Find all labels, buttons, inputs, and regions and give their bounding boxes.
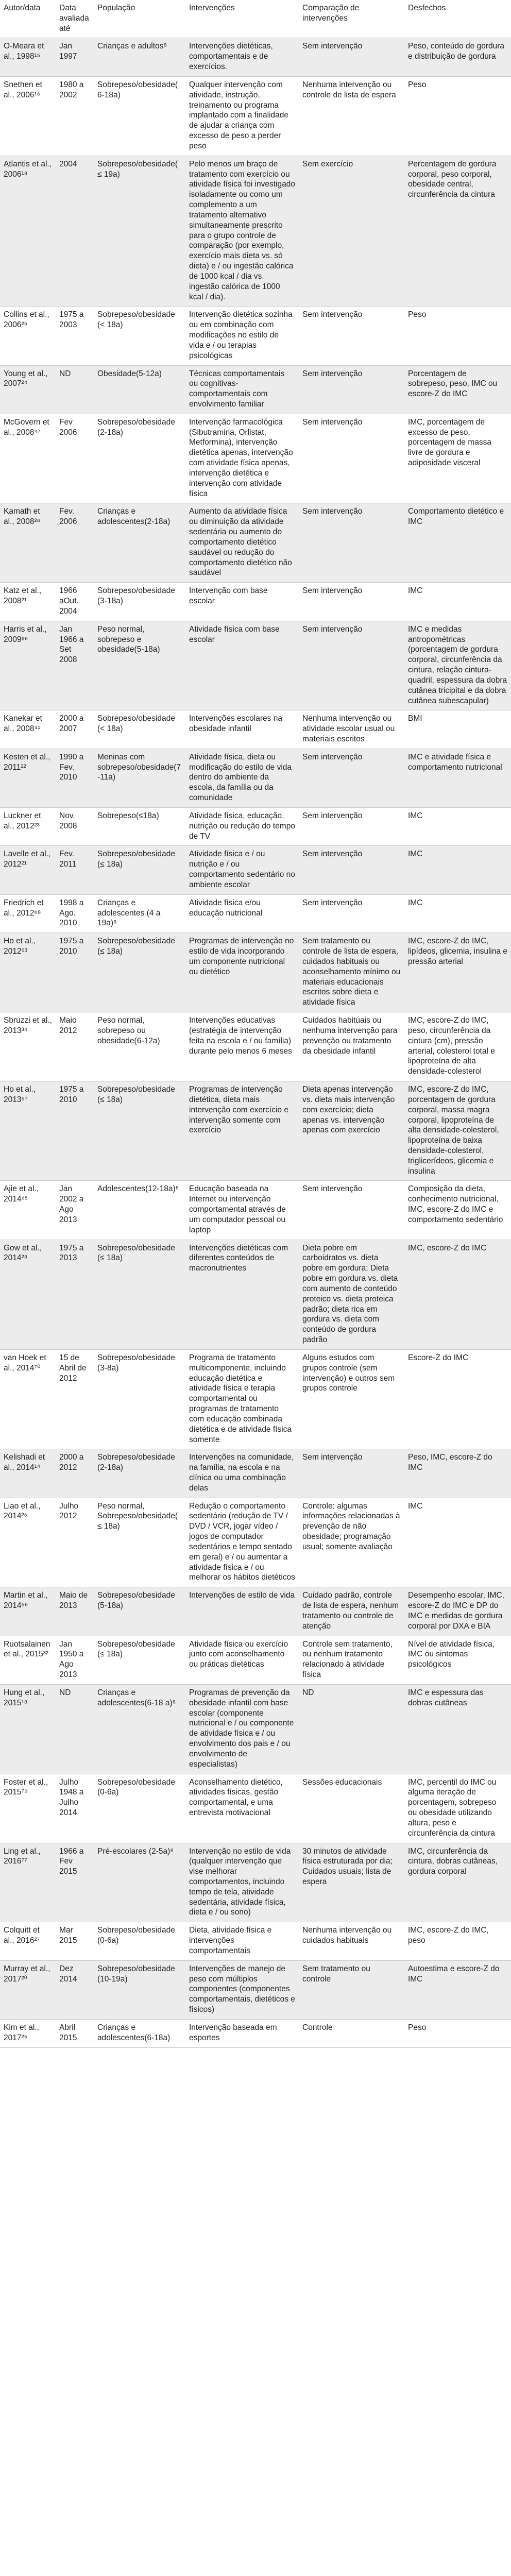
- interventions-cell: Intervenções de manejo de peso com múltiplos componentes (componentes comportamentais, dietéticos e físicos): [185, 1960, 299, 2019]
- comparison-cell: Sem intervenção: [299, 1449, 404, 1498]
- header-row: [0, 0, 511, 38]
- outcomes-cell: IMC, escore-Z do IMC: [404, 1240, 511, 1349]
- population-cell: Sobrepeso/obesidade (5-18a): [94, 1587, 185, 1636]
- table-row: [0, 807, 511, 845]
- date-evaluated-cell: Maio de 2013: [56, 1587, 94, 1636]
- interventions-cell: Pelo menos um braço de tratamento com exercício ou atividade física foi investigado isoladamente ou como um complemento a um tratamento alternativo simultaneamente prescrito para o grupo controle de comparação (por exemplo, exercício mais dieta vs. só dieta) e / ou ingestão calórica de 1000 kcal / dia vs. ingestão calórica de 1000 kcal / dia).: [185, 156, 299, 307]
- author-date-cell: Ho et al., 2013⁵⁷: [0, 1081, 56, 1181]
- outcomes-cell: Peso: [404, 76, 511, 156]
- interventions-cell: Intervenções escolares na obesidade infantil: [185, 710, 299, 749]
- comparison-cell: ND: [299, 1684, 404, 1774]
- comparison-cell: Sem intervenção: [299, 1181, 404, 1240]
- comparison-cell: Controle: algumas informações relacionadas à prevenção de não obesidade; programação usual; somente avaliação: [299, 1498, 404, 1587]
- comparison-cell: Sem tratamento ou controle de lista de espera, cuidados habituais ou aconselhamento mínimo ou materiais educacionais escritos sobre dieta e atividade física: [299, 933, 404, 1012]
- outcomes-cell: Desempenho escolar, IMC, escore-Z do IMC e DP do IMC e medidas de gordura corporal por DXA e BIA: [404, 1587, 511, 1636]
- population-cell: Sobrepeso/obesidade (2-18a): [94, 414, 185, 503]
- author-date-cell: Katz et al., 2008²¹: [0, 583, 56, 621]
- date-evaluated-cell: Abril 2015: [56, 2019, 94, 2047]
- author-date-cell: Snethen et al., 2006¹⁶: [0, 76, 56, 156]
- population-cell: Crianças e adolescentes (4 a 19a)⁸: [94, 894, 185, 933]
- comparison-cell: Sessões educacionais: [299, 1774, 404, 1843]
- outcomes-cell: Peso, conteúdo de gordura e distribuição de gordura: [404, 38, 511, 76]
- outcomes-cell: IMC, escore-Z do IMC, lipídeos, glicemia, insulina e pressão arterial: [404, 933, 511, 1012]
- interventions-cell: Atividade física ou exercício junto com aconselhamento ou práticas dietéticas: [185, 1636, 299, 1684]
- outcomes-cell: IMC, escore-Z do IMC, peso: [404, 1922, 511, 1960]
- comparison-cell: Nenhuma intervenção ou controle de lista de espera: [299, 76, 404, 156]
- comparison-cell: Nenhuma intervenção ou cuidados habituais: [299, 1922, 404, 1960]
- author-date-cell: Kamath et al., 2008²⁶: [0, 503, 56, 583]
- population-cell: Crianças e adolescentes(6-18 a)⁸: [94, 1684, 185, 1774]
- date-evaluated-cell: 15 de Abril de 2012: [56, 1349, 94, 1449]
- date-evaluated-cell: Maio 2012: [56, 1012, 94, 1081]
- comparison-cell: Sem intervenção: [299, 38, 404, 76]
- population-cell: Crianças e adolescentes(6-18a): [94, 2019, 185, 2047]
- comparison-cell: Sem intervenção: [299, 503, 404, 583]
- author-date-cell: Gow et al., 2014²⁸: [0, 1240, 56, 1349]
- outcomes-cell: IMC, escore-Z do IMC, peso, circunferência da cintura (cm), pressão arterial, colesterol total e lipoproteína de alta densidade-colesterol: [404, 1012, 511, 1081]
- date-evaluated-cell: 1966 aOut. 2004: [56, 583, 94, 621]
- outcomes-cell: Nível de atividade física, IMC ou sintomas psicológicos: [404, 1636, 511, 1684]
- population-cell: Sobrepeso/obesidade (≤ 18a): [94, 1636, 185, 1684]
- population-cell: Peso normal, sobrepeso e obesidade(5-18a): [94, 621, 185, 710]
- outcomes-cell: IMC e atividade física e comportamento nutricional: [404, 749, 511, 807]
- table-row: [0, 1587, 511, 1636]
- table-row: [0, 1081, 511, 1181]
- header-date-evaluated: Data avaliada até: [56, 0, 94, 38]
- interventions-cell: Intervenção baseada em esportes: [185, 2019, 299, 2047]
- header-outcomes: Desfechos: [404, 0, 511, 38]
- header-author-date: Autor/data: [0, 0, 56, 38]
- comparison-cell: Sem intervenção: [299, 846, 404, 894]
- comparison-cell: Sem intervenção: [299, 365, 404, 414]
- date-evaluated-cell: 1980 a 2002: [56, 76, 94, 156]
- date-evaluated-cell: Fev 2006: [56, 414, 94, 503]
- table-body: [0, 38, 511, 2047]
- outcomes-cell: IMC, escore-Z do IMC, porcentagem de gordura corporal, massa magra corporal, lipoproteína de alta densidade-colesterol, lipoproteína de baixa densidade-colesterol, triglicerídeos, glicemia e insulina: [404, 1081, 511, 1181]
- table-row: [0, 933, 511, 1012]
- population-cell: Crianças e adolescentes(2-18a): [94, 503, 185, 583]
- population-cell: Sobrepeso/obesidade (10-19a): [94, 1960, 185, 2019]
- interventions-cell: Intervenção farmacológica (Sibutramina, Orlistat, Metformina), intervenção dietética apenas, intervenção com atividade física apenas, intervenção dietética e intervenção com atividade física: [185, 414, 299, 503]
- date-evaluated-cell: 2004: [56, 156, 94, 307]
- author-date-cell: Kelishadi et al., 2014¹⁴: [0, 1449, 56, 1498]
- date-evaluated-cell: Mar 2015: [56, 1922, 94, 1960]
- comparison-cell: Sem intervenção: [299, 583, 404, 621]
- author-date-cell: Murray et al., 2017²⁰: [0, 1960, 56, 2019]
- population-cell: Sobrepeso/obesidade (≤ 18a): [94, 933, 185, 1012]
- table-row: [0, 621, 511, 710]
- population-cell: Meninas com sobrepeso/obesidade(7-11a): [94, 749, 185, 807]
- comparison-cell: Sem intervenção: [299, 307, 404, 365]
- date-evaluated-cell: 2000 a 2007: [56, 710, 94, 749]
- comparison-cell: Dieta pobre em carboidratos vs. dieta pobre em gordura; Dieta pobre em gordura vs. dieta com aumento de conteúdo proteico vs. dieta proteica padrão; dieta rica em gordura vs. dieta com conteúdo de gordura padrão: [299, 1240, 404, 1349]
- interventions-cell: Redução o comportamento sedentário (redução de TV / DVD / VCR, jogar vídeo / jogos de computador sedentários e tempo sentado em geral) e / ou aumentar a atividade física e / ou melhorar os hábitos dietéticos: [185, 1498, 299, 1587]
- author-date-cell: Atlantis et al., 2006¹⁸: [0, 156, 56, 307]
- interventions-cell: Intervenção com base escolar: [185, 583, 299, 621]
- interventions-cell: Aumento da atividade física ou diminuição da atividade sedentária ou aumento do comportamento dietético saudável ou redução do comportamento dietético não saudável: [185, 503, 299, 583]
- table-row: [0, 76, 511, 156]
- interventions-cell: Educação baseada na Internet ou intervenção comportamental através de um computador pessoal ou laptop: [185, 1181, 299, 1240]
- population-cell: Crianças e adultos⁸: [94, 38, 185, 76]
- author-date-cell: Hung et al., 2015¹⁸: [0, 1684, 56, 1774]
- outcomes-cell: Comportamento dietético e IMC: [404, 503, 511, 583]
- comparison-cell: Sem tratamento ou controle: [299, 1960, 404, 2019]
- date-evaluated-cell: Julho 1948 a Julho 2014: [56, 1774, 94, 1843]
- author-date-cell: Ruotsalainen et al., 2015³²: [0, 1636, 56, 1684]
- table-row: [0, 1684, 511, 1774]
- population-cell: Sobrepeso/obesidade(≤ 19a): [94, 156, 185, 307]
- table-row: [0, 2019, 511, 2047]
- interventions-cell: Qualquer intervenção com atividade, instrução, treinamento ou programa implantado com a finalidade de ajudar a criança com excesso de peso a perder peso: [185, 76, 299, 156]
- population-cell: Sobrepeso/obesidade (3-18a): [94, 583, 185, 621]
- comparison-cell: Cuidado padrão, controle de lista de espera, nenhum tratamento ou controle de atenção: [299, 1587, 404, 1636]
- population-cell: Sobrepeso/obesidade (< 18a): [94, 710, 185, 749]
- population-cell: Sobrepeso/obesidade (2-18a): [94, 1449, 185, 1498]
- interventions-cell: Dieta, atividade física e intervenções comportamentais: [185, 1922, 299, 1960]
- header-population: População: [94, 0, 185, 38]
- date-evaluated-cell: Jan 1950 a Ago 2013: [56, 1636, 94, 1684]
- date-evaluated-cell: Jan 1966 a Set 2008: [56, 621, 94, 710]
- table-row: [0, 846, 511, 894]
- population-cell: Sobrepeso/obesidade (0-6a): [94, 1774, 185, 1843]
- outcomes-cell: IMC: [404, 807, 511, 845]
- outcomes-cell: IMC e espessura das dobras cutâneas: [404, 1684, 511, 1774]
- date-evaluated-cell: Jan 1997: [56, 38, 94, 76]
- table-row: [0, 1012, 511, 1081]
- table-row: [0, 710, 511, 749]
- table-row: [0, 1449, 511, 1498]
- outcomes-cell: Peso: [404, 307, 511, 365]
- outcomes-cell: Percentagem de gordura corporal, peso corporal, obesidade central, circunferência da cintura: [404, 156, 511, 307]
- outcomes-cell: IMC e medidas antropométricas (porcentagem de gordura corporal, circunferência da cintura, relação cintura-quadril, espessura da dobra cutânea tricipital e da dobra cutânea subescapular): [404, 621, 511, 710]
- comparison-cell: 30 minutos de atividade física estruturada por dia; Cuidados usuais; lista de espera: [299, 1843, 404, 1922]
- date-evaluated-cell: Fev. 2006: [56, 503, 94, 583]
- outcomes-cell: Composição da dieta, conhecimento nutricional, IMC, escore-Z do IMC e comportamento sedentário: [404, 1181, 511, 1240]
- table-row: [0, 503, 511, 583]
- interventions-cell: Técnicas comportamentais ou cognitivas-comportamentais com envolvimento familiar: [185, 365, 299, 414]
- table-row: [0, 1843, 511, 1922]
- outcomes-cell: Autoestima e escore-Z do IMC: [404, 1960, 511, 2019]
- table-row: [0, 365, 511, 414]
- population-cell: Sobrepeso/obesidade(6-18a): [94, 76, 185, 156]
- outcomes-cell: IMC: [404, 846, 511, 894]
- author-date-cell: Kesten et al., 2011²²: [0, 749, 56, 807]
- author-date-cell: Harris et al., 2009⁶⁶: [0, 621, 56, 710]
- date-evaluated-cell: Julho 2012: [56, 1498, 94, 1587]
- outcomes-cell: IMC: [404, 1498, 511, 1587]
- table-row: [0, 1181, 511, 1240]
- table-row: [0, 38, 511, 76]
- outcomes-cell: Peso, IMC, escore-Z do IMC: [404, 1449, 511, 1498]
- author-date-cell: Kim et al., 2017²⁵: [0, 2019, 56, 2047]
- comparison-cell: Alguns estudos com grupos controle (sem intervenção) e outros sem grupos controle: [299, 1349, 404, 1449]
- population-cell: Sobrepeso/obesidade (≤ 18a): [94, 1081, 185, 1181]
- population-cell: Obesidade(5-12a): [94, 365, 185, 414]
- date-evaluated-cell: 1998 a Ago. 2010: [56, 894, 94, 933]
- comparison-cell: Sem intervenção: [299, 414, 404, 503]
- interventions-cell: Atividade física, dieta ou modificação do estilo de vida dentro do ambiente da escola, da família ou da comunidade: [185, 749, 299, 807]
- table-row: [0, 156, 511, 307]
- table-row: [0, 307, 511, 365]
- comparison-cell: Nenhuma intervenção ou atividade escolar usual ou materiais escritos: [299, 710, 404, 749]
- interventions-cell: Programas de intervenção dietética, dieta mais intervenção com exercício e intervenção somente com exercício: [185, 1081, 299, 1181]
- comparison-cell: Dieta apenas intervenção vs. dieta mais intervenção com exercício; dieta apenas vs. intervenção apenas com exercício: [299, 1081, 404, 1181]
- outcomes-cell: IMC: [404, 583, 511, 621]
- table-row: [0, 749, 511, 807]
- author-date-cell: Luckner et al., 2012²³: [0, 807, 56, 845]
- comparison-cell: Sem intervenção: [299, 749, 404, 807]
- date-evaluated-cell: Fev. 2011: [56, 846, 94, 894]
- population-cell: Sobrepeso/obesidade (< 18a): [94, 307, 185, 365]
- table-row: [0, 1349, 511, 1449]
- interventions-cell: Atividade física e/ou educação nutricional: [185, 894, 299, 933]
- author-date-cell: Lavelle et al., 2012²¹: [0, 846, 56, 894]
- population-cell: Sobrepeso/obesidade (3-8a): [94, 1349, 185, 1449]
- table-row: [0, 1498, 511, 1587]
- author-date-cell: Sbruzzi et al., 2013³⁴: [0, 1012, 56, 1081]
- population-cell: Sobrepeso/obesidade (≤ 18a): [94, 1240, 185, 1349]
- interventions-cell: Intervenções de estilo de vida: [185, 1587, 299, 1636]
- date-evaluated-cell: 1966 a Fev 2015: [56, 1843, 94, 1922]
- date-evaluated-cell: 1975 a 2010: [56, 933, 94, 1012]
- date-evaluated-cell: Nov. 2008: [56, 807, 94, 845]
- comparison-cell: Sem exercício: [299, 156, 404, 307]
- outcomes-cell: BMI: [404, 710, 511, 749]
- interventions-cell: Intervenções na comunidade, na família, na escola e na clínica ou uma combinação delas: [185, 1449, 299, 1498]
- population-cell: Peso normal, sobrepeso ou obesidade(6-12a): [94, 1012, 185, 1081]
- comparison-cell: Sem intervenção: [299, 894, 404, 933]
- outcomes-cell: IMC: [404, 894, 511, 933]
- population-cell: Pré-escolares (2-5a)⁸: [94, 1843, 185, 1922]
- table-row: [0, 1922, 511, 1960]
- table-row: [0, 583, 511, 621]
- interventions-cell: Intervenção no estilo de vida (qualquer intervenção que vise melhorar comportamentos, incluindo tempo de tela, atividade sedentária, atividade física, dieta e / ou sono): [185, 1843, 299, 1922]
- population-cell: Peso normal, Sobrepeso/obesidade(≤ 18a): [94, 1498, 185, 1587]
- interventions-cell: Atividade física com base escolar: [185, 621, 299, 710]
- author-date-cell: Liao et al., 2014²⁶: [0, 1498, 56, 1587]
- date-evaluated-cell: 1975 a 2010: [56, 1081, 94, 1181]
- author-date-cell: Ling et al., 2016⁷⁷: [0, 1843, 56, 1922]
- outcomes-cell: Porcentagem de sobrepeso, peso, IMC ou escore-Z do IMC: [404, 365, 511, 414]
- population-cell: Sobrepeso/obesidade (0-6a): [94, 1922, 185, 1960]
- author-date-cell: Ajie et al., 2014⁶⁵: [0, 1181, 56, 1240]
- interventions-cell: Intervenções educativas (estratégia de intervenção feita na escola e / ou família) durante pelo menos 6 meses: [185, 1012, 299, 1081]
- author-date-cell: Foster et al., 2015⁷⁹: [0, 1774, 56, 1843]
- date-evaluated-cell: 1975 a 2013: [56, 1240, 94, 1349]
- table-row: [0, 1774, 511, 1843]
- interventions-cell: Programas de intervenção no estilo de vida incorporando um componente nutricional ou dietético: [185, 933, 299, 1012]
- author-date-cell: Martin et al., 2014⁵⁶: [0, 1587, 56, 1636]
- outcomes-cell: Escore-Z do IMC: [404, 1349, 511, 1449]
- comparison-cell: Cuidados habituais ou nenhuma intervenção para prevenção ou tratamento da obesidade infantil: [299, 1012, 404, 1081]
- interventions-cell: Atividade física e / ou nutrição e / ou comportamento sedentário no ambiente escolar: [185, 846, 299, 894]
- author-date-cell: Ho et al., 2012⁵³: [0, 933, 56, 1012]
- comparison-cell: Controle: [299, 2019, 404, 2047]
- author-date-cell: Collins et al., 2006²⁵: [0, 307, 56, 365]
- interventions-cell: Programa de tratamento multicomponente, incluindo educação dietética e atividade física e terapia comportamental ou programas de tratamento com educação combinada dietética e de atividade física somente: [185, 1349, 299, 1449]
- date-evaluated-cell: 2000 a 2012: [56, 1449, 94, 1498]
- date-evaluated-cell: Dez 2014: [56, 1960, 94, 2019]
- outcomes-cell: IMC, porcentagem de excesso de peso, porcentagem de massa livre de gordura e adiposidade visceral: [404, 414, 511, 503]
- author-date-cell: Young et al., 2007²⁴: [0, 365, 56, 414]
- population-cell: Sobrepeso(≤18a): [94, 807, 185, 845]
- population-cell: Sobrepeso/obesidade (≤ 18a): [94, 846, 185, 894]
- interventions-cell: Programas de prevenção da obesidade infantil com base escolar (componente nutricional e / ou componente de atividade física e / ou envolvimento dos pais e / ou envolvimento de especialistas): [185, 1684, 299, 1774]
- table-row: [0, 1960, 511, 2019]
- interventions-cell: Intervenções dietéticas, comportamentais e de exercícios.: [185, 38, 299, 76]
- date-evaluated-cell: ND: [56, 365, 94, 414]
- outcomes-cell: Peso: [404, 2019, 511, 2047]
- table-row: [0, 1240, 511, 1349]
- interventions-cell: Atividade física, educação, nutrição ou redução do tempo de TV: [185, 807, 299, 845]
- date-evaluated-cell: 1975 a 2003: [56, 307, 94, 365]
- table-row: [0, 894, 511, 933]
- comparison-cell: Sem intervenção: [299, 621, 404, 710]
- date-evaluated-cell: ND: [56, 1684, 94, 1774]
- table-row: [0, 1636, 511, 1684]
- population-cell: Adolescentes(12-18a)⁸: [94, 1181, 185, 1240]
- comparison-cell: Sem intervenção: [299, 807, 404, 845]
- author-date-cell: Colquitt et al., 2016²⁷: [0, 1922, 56, 1960]
- header-comparison: Comparação de intervenções: [299, 0, 404, 38]
- author-date-cell: McGovern et al., 2008⁴⁷: [0, 414, 56, 503]
- author-date-cell: Friedrich et al., 2012⁶⁸: [0, 894, 56, 933]
- outcomes-cell: IMC, percentil do IMC ou alguma iteração de porcentagem, sobrepeso ou obesidade utilizando altura, peso e circunferência da cintura: [404, 1774, 511, 1843]
- date-evaluated-cell: 1990 a Fev. 2010: [56, 749, 94, 807]
- outcomes-cell: IMC, circunferência da cintura, dobras cutâneas, gordura corporal: [404, 1843, 511, 1922]
- author-date-cell: O-Meara et al., 1998¹⁵: [0, 38, 56, 76]
- date-evaluated-cell: Jan 2002 a Ago 2013: [56, 1181, 94, 1240]
- author-date-cell: van Hoek et al., 2014⁷⁰: [0, 1349, 56, 1449]
- interventions-cell: Aconselhamento dietético, atividades físicas, gestão comportamental, e uma entrevista motivacional: [185, 1774, 299, 1843]
- interventions-cell: Intervenção dietética sozinha ou em combinação com modificações no estilo de vida e / ou terapias psicológicas: [185, 307, 299, 365]
- header-interventions: Intervenções: [185, 0, 299, 38]
- interventions-cell: Intervenções dietéticas com diferentes conteúdos de macronutrientes: [185, 1240, 299, 1349]
- comparison-cell: Controle sem tratamento, ou nenhum tratamento relacionado à atividade física: [299, 1636, 404, 1684]
- author-date-cell: Kanekar et al., 2008⁴¹: [0, 710, 56, 749]
- table-row: [0, 414, 511, 503]
